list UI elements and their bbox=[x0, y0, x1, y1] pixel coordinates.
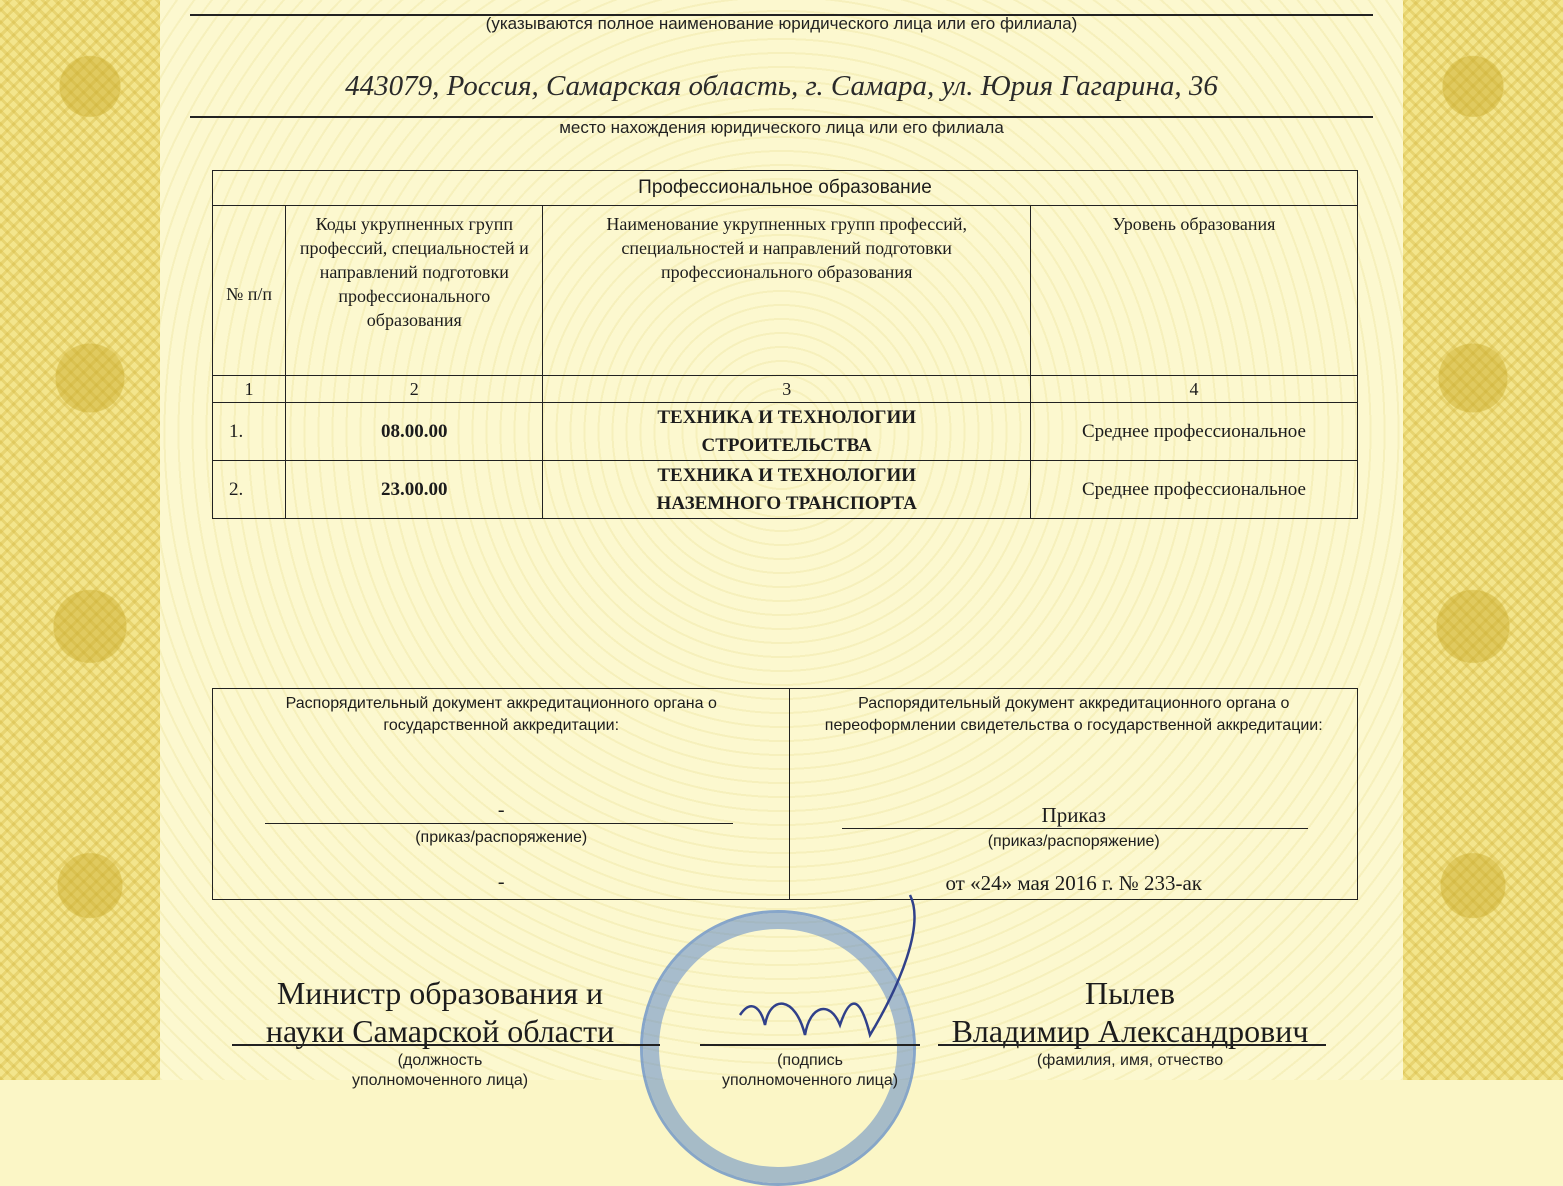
row-code: 23.00.00 bbox=[286, 461, 543, 519]
doc-right-line bbox=[842, 828, 1308, 829]
doc-left-caption: (приказ/распоряжение) bbox=[415, 829, 588, 846]
signer-surname: Пылев bbox=[1085, 975, 1175, 1011]
signature-caption-2: уполномоченного лица) bbox=[721, 1072, 899, 1089]
doc-left-date: - bbox=[497, 871, 505, 893]
row-level: Среднее профессиональное bbox=[1030, 403, 1357, 461]
col-header-codes: Коды укрупненных групп профессий, специальностей и направлений подготовки профессионального образования bbox=[286, 206, 543, 376]
table-row bbox=[213, 461, 1358, 519]
doc-right-caption: (приказ/распоряжение) bbox=[987, 833, 1160, 850]
col-number: 1 bbox=[213, 376, 286, 403]
signer-position-line1: Министр образования и bbox=[276, 975, 604, 1011]
col-header-number: № п/п bbox=[213, 206, 286, 376]
col-number: 4 bbox=[1030, 376, 1357, 403]
doc-right-date: от «24» мая 2016 г. № 233-ак bbox=[945, 871, 1203, 895]
col-header-names: Наименование укрупненных групп профессий, специальностей и направлений подготовки профессионального образования bbox=[543, 206, 1030, 376]
name-caption: (фамилия, имя, отчество bbox=[1036, 1052, 1224, 1069]
ornamental-border-left bbox=[0, 0, 180, 1080]
col-number: 3 bbox=[543, 376, 1030, 403]
doc-right-cell bbox=[790, 689, 1358, 900]
doc-left-title: Распорядительный документ аккредитационного органа о государственной аккредитации: bbox=[285, 695, 717, 734]
position-caption: (должность bbox=[397, 1052, 483, 1069]
address: 443079, Россия, Самарская область, г. Самара, ул. Юрия Гагарина, 36 bbox=[345, 70, 1218, 102]
position-caption-2: уполномоченного лица) bbox=[351, 1072, 529, 1089]
doc-left-line bbox=[265, 823, 733, 824]
row-number: 2. bbox=[213, 461, 286, 519]
doc-left-value: - bbox=[497, 799, 505, 821]
address-caption: место нахождения юридического лица или его филиала bbox=[559, 118, 1004, 137]
col-header-level: Уровень образования bbox=[1030, 206, 1357, 376]
table-title: Профессиональное образование bbox=[213, 171, 1358, 206]
signer-first-patronymic: Владимир Александрович bbox=[951, 1013, 1309, 1049]
doc-right-value: Приказ bbox=[1041, 803, 1106, 827]
doc-right-title: Распорядительный документ аккредитационного органа о переоформлении свидетельства о государственной аккредитации: bbox=[824, 695, 1323, 734]
doc-left-cell bbox=[213, 689, 790, 900]
row-name: ТЕХНИКА И ТЕХНОЛОГИИ НАЗЕМНОГО ТРАНСПОРТА bbox=[543, 461, 1030, 519]
name-line bbox=[938, 1044, 1326, 1046]
row-code: 08.00.00 bbox=[286, 403, 543, 461]
signature-line bbox=[700, 1044, 920, 1046]
col-number: 2 bbox=[286, 376, 543, 403]
position-line bbox=[232, 1044, 660, 1046]
table-row bbox=[213, 403, 1358, 461]
org-name-caption: (указываются полное наименование юридического лица или его филиала) bbox=[485, 14, 1078, 33]
row-name: ТЕХНИКА И ТЕХНОЛОГИИ СТРОИТЕЛЬСТВА bbox=[543, 403, 1030, 461]
handwritten-signature bbox=[710, 885, 950, 1055]
accreditation-document-table bbox=[212, 688, 1358, 900]
professional-education-table bbox=[212, 170, 1358, 519]
row-level: Среднее профессиональное bbox=[1030, 461, 1357, 519]
signature-caption: (подпись bbox=[777, 1052, 843, 1069]
row-number: 1. bbox=[213, 403, 286, 461]
signer-position-line2: науки Самарской области bbox=[265, 1013, 615, 1049]
ornamental-border-right bbox=[1383, 0, 1563, 1080]
